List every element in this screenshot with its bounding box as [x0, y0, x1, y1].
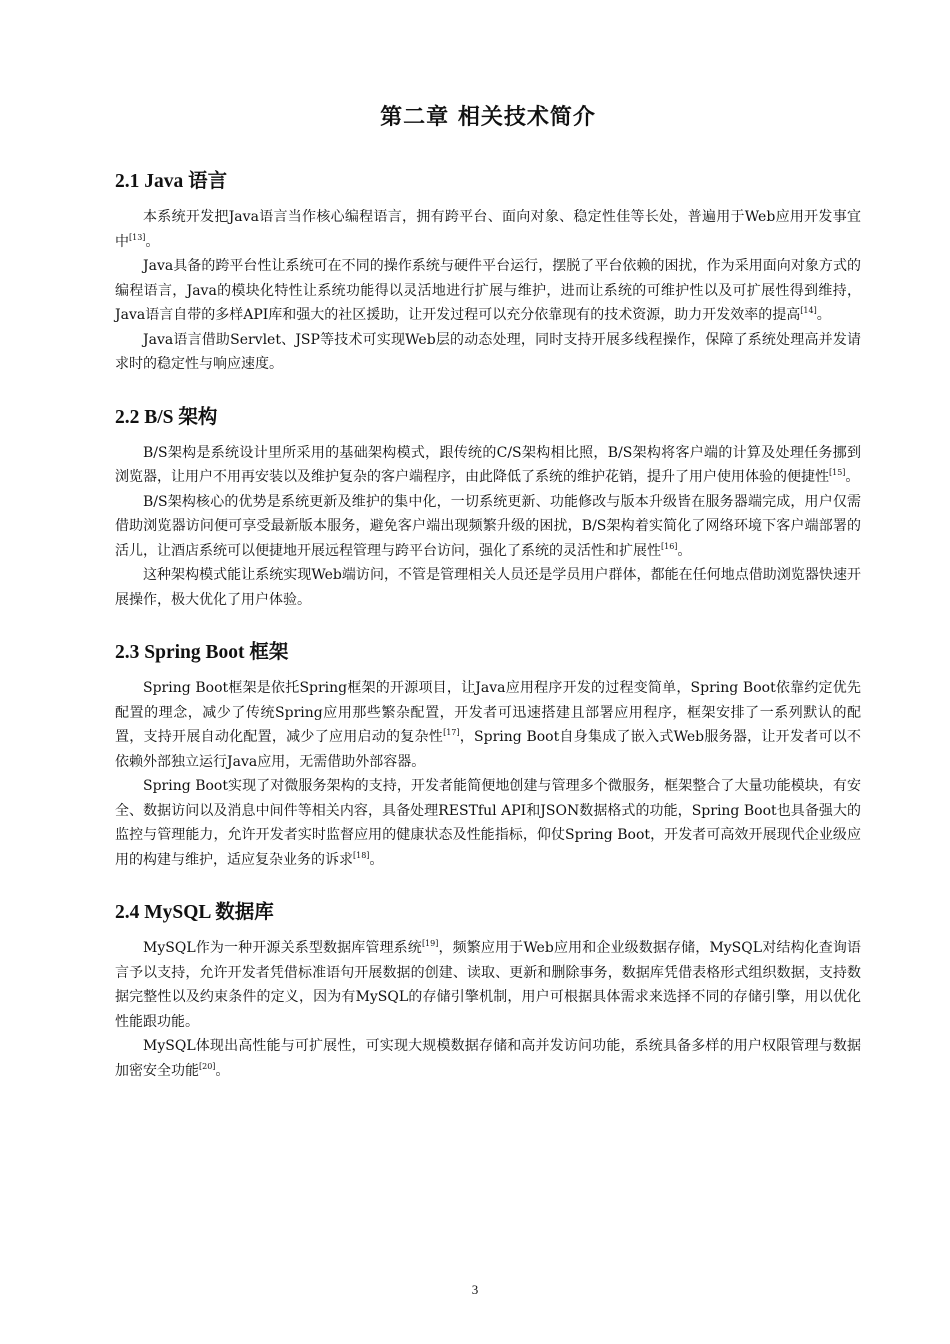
citation: [17] [443, 728, 460, 737]
section-java [115, 165, 861, 377]
citation: [19] [421, 939, 439, 948]
section-spring-boot [115, 636, 861, 872]
paragraph-tail: 。 [677, 542, 692, 559]
paragraph-text: 本系统开发把Java语言当作核心编程语言，拥有跨平台、面向对象、稳定性佳等长处，普遍用于Web应用开发事宜中 [115, 209, 861, 250]
paragraph-text: Java具备的跨平台性让系统可在不同的操作系统与硬件平台运行，摆脱了平台依赖的困扰，作为采用面向对象方式的编程语言，Java的模块化特性让系统功能得以灵活地进行扩展与维护，进而让系统的可维护性以及可扩展性得到维持，Java语言自带的多样API库和强大的社区援助，让开发过程可以充分依靠现有的技术资源，助力开发效率的提高 [115, 258, 861, 323]
citation: [20] [199, 1061, 216, 1071]
section-bs-architecture [115, 401, 861, 613]
paragraph-tail: ，Spring Boot自身集成了嵌入式Web服务器，让开发者可以不依赖外部独立运行Java应用，无需借助外部容器。 [115, 729, 861, 770]
paragraph [115, 441, 861, 490]
section-heading: 2.2 B/S 架构 [115, 406, 218, 428]
citation: [16] [661, 541, 678, 551]
section-mysql [115, 896, 861, 1083]
page-body [115, 100, 861, 1107]
paragraph-text: 这种架构模式能让系统实现Web端访问，不管是管理相关人员还是学员用户群体，都能在任何地点借助浏览器快速开展操作，极大优化了用户体验。 [115, 567, 861, 608]
paragraph-text: Java语言借助Servlet、JSP等技术可实现Web层的动态处理，同时支持开展多线程操作，保障了系统处理高并发请求时的稳定性与响应速度。 [115, 331, 861, 372]
paragraph-text: Spring Boot实现了对微服务架构的支持，开发者能简便地创建与管理多个微服务，框架整合了大量功能模块，有安全、数据访问以及消息中间件等相关内容，具备处理RESTful API和JSON数据格式的功能，Spring Boot也具备强大的监控与管理能力，允许开发者实时监督应用的健康状态及性能指标，仰仗Spring Boot，开发者可高效开展现代企业级应用的构建与维护，适应复杂业务的诉求 [115, 778, 861, 868]
paragraph-text: Spring Boot框架是依托Spring框架的开源项目，让Java应用程序开发的过程变简单，Spring Boot依靠约定优先配置的理念，减少了传统Spring应用那些繁杂配置，开发者可迅速搭建且部署应用程序，框架安排了一系列默认的配置，支持开展自动化配置，减少了应用启动的复杂性 [115, 680, 861, 745]
citation: [15] [829, 468, 846, 477]
section-heading: 2.1 Java 语言 [115, 171, 228, 192]
paragraph-tail: 。 [145, 233, 160, 250]
citation: [18] [353, 850, 370, 860]
paragraph-tail: 。 [845, 469, 860, 485]
paragraph [115, 205, 861, 254]
paragraph [115, 254, 861, 328]
paragraph-text: MySQL作为一种开源关系型数据库管理系统 [143, 940, 422, 956]
citation: [13] [129, 232, 146, 242]
paragraph-text: B/S架构核心的优势是系统更新及维护的集中化，一切系统更新、功能修改与版本升级皆在服务器端完成，用户仅需借助浏览器访问便可享受最新版本服务，避免客户端出现频繁升级的困扰，B/S架构着实简化了网络环境下客户端部署的活儿，让酒店系统可以便捷地开展远程管理与跨平台访问，强化了系统的灵活性和扩展性 [115, 493, 861, 559]
paragraph-tail: ，频繁应用于Web应用和企业级数据存储，MySQL对结构化查询语言予以支持，允许开发者凭借标准语句开展数据的创建、读取、更新和删除事务，数据库凭借表格形式组织数据，支持数据完整性以及约束条件的定义，因为有MySQL的存储引擎机制，用户可根据具体需求来选择不同的存储引擎，用以优化性能跟功能。 [115, 940, 862, 1030]
paragraph-text: B/S架构是系统设计里所采用的基础架构模式，跟传统的C/S架构相比照，B/S架构将客户端的计算及处理任务挪到浏览器，让用户不用再安装以及维护复杂的客户端程序，由此降低了系统的维护花销，提升了用户使用体验的便捷性 [115, 444, 861, 485]
paragraph-text: MySQL体现出高性能与可扩展性，可实现大规模数据存储和高并发访问功能，系统具备多样的用户权限管理与数据加密安全功能 [115, 1038, 861, 1079]
paragraph [115, 328, 861, 377]
paragraph [115, 1034, 861, 1083]
citation: [14] [800, 306, 817, 315]
section-heading: 2.3 Spring Boot 框架 [115, 642, 289, 663]
paragraph [115, 676, 861, 774]
paragraph [115, 490, 861, 564]
chapter-title: 第二章 相关技术简介 [380, 105, 596, 130]
page-number: 3 [471, 1282, 479, 1297]
section-heading: 2.4 MySQL 数据库 [115, 902, 274, 923]
paragraph-tail: 。 [369, 851, 384, 868]
paragraph-tail: 。 [816, 307, 831, 323]
paragraph-tail: 。 [215, 1062, 230, 1079]
paragraph [115, 563, 861, 612]
paragraph [115, 774, 861, 872]
paragraph [115, 936, 861, 1034]
